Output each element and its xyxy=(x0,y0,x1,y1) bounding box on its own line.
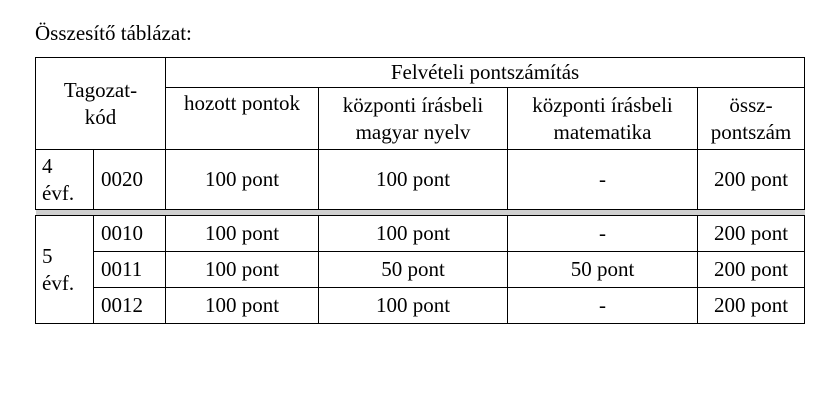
magyar-cell: 100 pont xyxy=(319,150,508,210)
table-row xyxy=(36,216,805,252)
grade-label-5-line2: évf. xyxy=(42,270,75,295)
matek-cell: - xyxy=(508,150,698,210)
summary-table xyxy=(35,57,805,324)
table-row xyxy=(36,150,805,210)
code-header-line1: Tagozat- xyxy=(63,77,138,102)
col-header-ossz xyxy=(698,88,805,150)
magyar-cell: 50 pont xyxy=(319,252,508,288)
col-header-ossz-line2: pontszám xyxy=(710,119,792,144)
grade-label-4 xyxy=(36,150,94,210)
col-header-matek-line2: matematika xyxy=(553,119,652,144)
table-caption: Összesítő táblázat: xyxy=(35,21,192,45)
magyar-cell: 100 pont xyxy=(319,288,508,324)
col-header-matek xyxy=(508,88,698,150)
table-row xyxy=(36,288,805,324)
ossz-cell: 200 pont xyxy=(698,252,805,288)
table-row xyxy=(36,252,805,288)
col-header-hozott-label: hozott pontok xyxy=(183,91,301,115)
matek-cell: - xyxy=(508,288,698,324)
col-header-magyar-line1: központi írásbeli xyxy=(342,92,484,117)
hozott-cell: 100 pont xyxy=(166,288,319,324)
code-cell: 0010 xyxy=(94,216,166,252)
col-header-magyar-line2: magyar nyelv xyxy=(355,119,471,144)
hozott-cell: 100 pont xyxy=(166,216,319,252)
ossz-cell: 200 pont xyxy=(698,288,805,324)
code-cell: 0020 xyxy=(94,150,166,210)
grade-label-5 xyxy=(36,216,94,324)
grade-label-4-line2: évf. xyxy=(42,180,75,205)
ossz-cell: 200 pont xyxy=(698,216,805,252)
matek-cell: 50 pont xyxy=(508,252,698,288)
ossz-cell: 200 pont xyxy=(698,150,805,210)
matek-cell: - xyxy=(508,216,698,252)
col-header-magyar xyxy=(319,88,508,150)
grade-label-5-line1: 5 xyxy=(42,243,53,268)
magyar-cell: 100 pont xyxy=(319,216,508,252)
hozott-cell: 100 pont xyxy=(166,252,319,288)
col-header-matek-line1: központi írásbeli xyxy=(532,92,673,117)
col-header-ossz-line1: össz- xyxy=(729,92,773,117)
hozott-cell: 100 pont xyxy=(166,150,319,210)
code-cell: 0012 xyxy=(94,288,166,324)
code-header-line2: kód xyxy=(84,104,117,129)
code-header xyxy=(36,58,166,150)
code-cell: 0011 xyxy=(94,252,166,288)
group-header: Felvételi pontszámítás xyxy=(166,58,805,88)
col-header-hozott xyxy=(166,88,319,150)
grade-label-4-line1: 4 xyxy=(42,153,53,178)
